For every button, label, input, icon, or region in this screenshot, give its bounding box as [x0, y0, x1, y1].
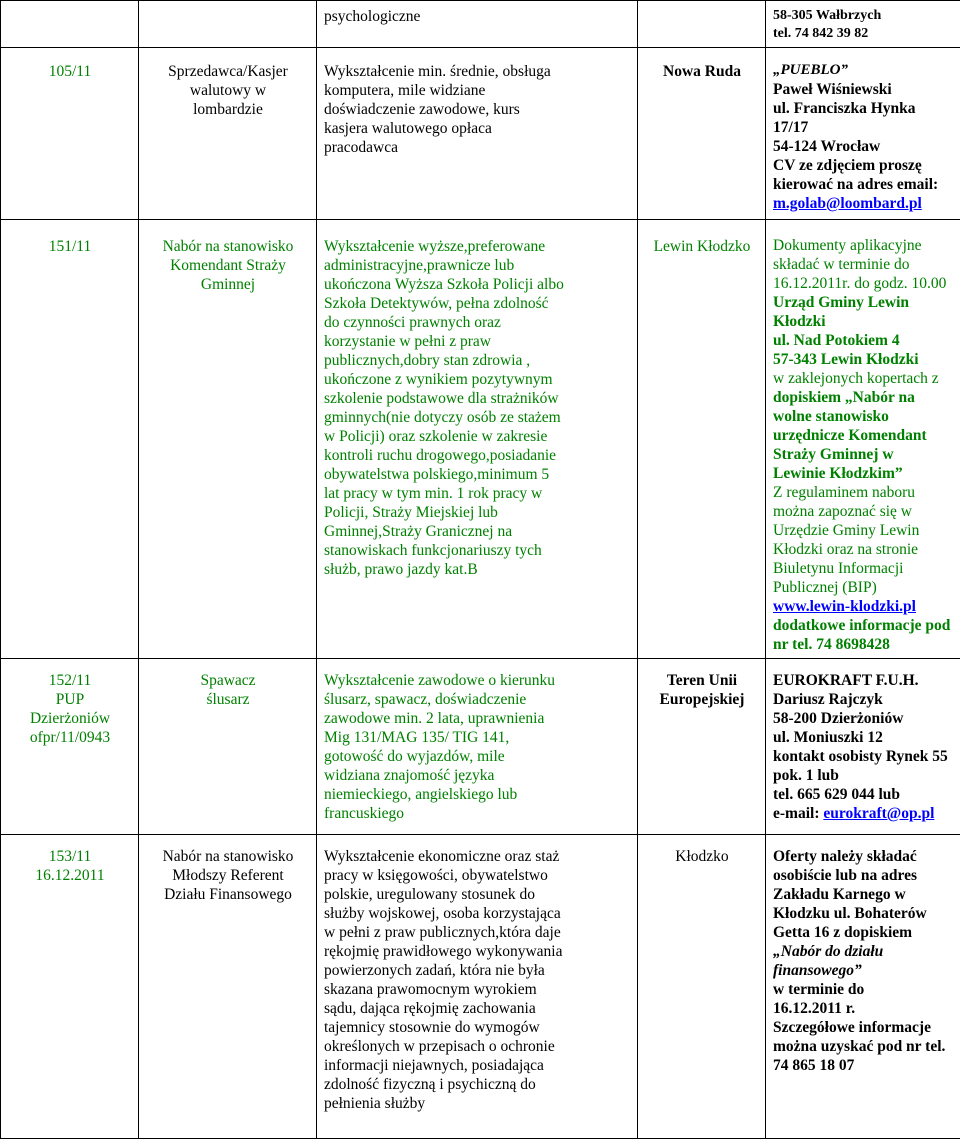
contact-line: 16.12.2011r. do godz. 10.00: [773, 274, 954, 293]
requirements-cell: [317, 220, 638, 659]
location-cell: [638, 48, 766, 220]
contact-line: Urzędzie Gminy Lewin: [773, 521, 954, 540]
position-line: Młodszy Referent: [146, 866, 310, 885]
contact-cell: [766, 1, 960, 48]
location-line: Europejskiej: [645, 690, 759, 709]
contact-line: 58-200 Dzierżoniów: [773, 709, 954, 728]
requirements-line: pracy w księgowości, obywatelstwo: [324, 866, 631, 885]
contact-line: można zapoznać się w: [773, 502, 954, 521]
requirements-line: szkolenie podstawowe dla strażników: [324, 389, 631, 408]
table-row: [1, 835, 960, 1139]
requirements-line: stanowiskach funkcjonariuszy tych: [324, 541, 631, 560]
location-cell: [638, 1, 766, 48]
contact-line: urzędnicze Komendant: [773, 426, 954, 445]
position-line: Komendant Straży: [146, 256, 310, 275]
contact-line: 16.12.2011 r.: [773, 999, 954, 1018]
position-cell: [139, 659, 317, 835]
contact-line: Publicznej (BIP): [773, 578, 954, 597]
requirements-line: Mig 131/MAG 135/ TIG 141,: [324, 728, 631, 747]
requirements-line: korzystanie w pełni z praw: [324, 332, 631, 351]
requirements-line: Policji, Straży Miejskiej lub: [324, 503, 631, 522]
contact-line: Straży Gminnej w: [773, 445, 954, 464]
position-cell: [139, 48, 317, 220]
offer-number: 105/11: [8, 62, 132, 81]
table-row: [1, 48, 960, 220]
requirements-line: rękojmię prawidłowego wykonywania: [324, 942, 631, 961]
position-line: ślusarz: [146, 690, 310, 709]
offer-number-cell: [1, 220, 139, 659]
offer-number-cell: [1, 835, 139, 1139]
contact-line[interactable]: e-mail: eurokraft@op.pl: [773, 804, 954, 823]
requirements-line: tajemnicy stosownie do wymogów: [324, 1018, 631, 1037]
requirements-line: publicznych,dobry stan zdrowia ,: [324, 351, 631, 370]
requirements-line: komputera, mile widziane: [324, 81, 631, 100]
contact-line: osobiście lub na adres: [773, 866, 954, 885]
requirements-cell: [317, 48, 638, 220]
requirements-line: obywatelstwa polskiego,minimum 5: [324, 465, 631, 484]
requirements-line: gminnych(nie dotyczy osób ze stażem: [324, 408, 631, 427]
position-cell: [139, 835, 317, 1139]
requirements-line: kontroli ruchu drogowego,posiadanie: [324, 446, 631, 465]
requirements-line: powierzonych zadań, która nie była: [324, 961, 631, 980]
requirements-line: sądu, dająca rękojmię zachowania: [324, 999, 631, 1018]
offer-number: 153/11: [8, 847, 132, 866]
position-line: Działu Finansowego: [146, 885, 310, 904]
contact-line: „Nabór do działu: [773, 942, 954, 961]
contact-line: można uzyskać pod nr tel.: [773, 1037, 954, 1056]
contact-line: w zaklejonych kopertach z: [773, 369, 954, 388]
offer-number: 152/11: [8, 671, 132, 690]
requirements-line: ślusarz, spawacz, doświadczenie: [324, 690, 631, 709]
requirements-line: francuskiego: [324, 804, 631, 823]
contact-email-link[interactable]: m.golab@loombard.pl: [773, 194, 954, 213]
contact-line: kierować na adres email:: [773, 175, 954, 194]
contact-line: EUROKRAFT F.U.H.: [773, 671, 954, 690]
contact-line: Dokumenty aplikacyjne: [773, 236, 954, 255]
offer-number-cell: [1, 48, 139, 220]
contact-line: 58-305 Wałbrzych: [773, 7, 954, 25]
contact-line: 54-124 Wrocław: [773, 137, 954, 156]
requirements-line: Wykształcenie min. średnie, obsługa: [324, 62, 631, 81]
contact-cell: [766, 835, 960, 1139]
offer-number: PUP: [8, 690, 132, 709]
requirements-cell: [317, 659, 638, 835]
contact-cell: [766, 220, 960, 659]
requirements-line: w Policji) oraz szkolenie w zakresie: [324, 427, 631, 446]
requirements-line: administracyjne,prawnicze lub: [324, 256, 631, 275]
offer-number: 151/11: [8, 237, 132, 256]
location-cell: [638, 659, 766, 835]
requirements-line: skazana prawomocnym wyrokiem: [324, 980, 631, 999]
contact-line: ul. Franciszka Hynka: [773, 99, 954, 118]
requirements-line: zdolność fizyczną i psychiczną do: [324, 1075, 631, 1094]
contact-line: wolne stanowisko: [773, 407, 954, 426]
requirements-line: pełnienia służby: [324, 1094, 631, 1113]
requirements-line: Szkoła Detektywów, pełna zdolność: [324, 294, 631, 313]
contact-line: Kłodzki: [773, 312, 954, 331]
contact-line: Paweł Wiśniewski: [773, 80, 954, 99]
table-row: [1, 659, 960, 835]
requirements-line: lat pracy w tym min. 1 rok pracy w: [324, 484, 631, 503]
contact-line: 17/17: [773, 118, 954, 137]
table-row: [1, 1, 960, 48]
contact-line: Urząd Gminy Lewin: [773, 293, 954, 312]
contact-line: Z regulaminem naboru: [773, 483, 954, 502]
contact-line: pok. 1 lub: [773, 766, 954, 785]
position-line: walutowy w: [146, 81, 310, 100]
location-line: Nowa Ruda: [645, 62, 759, 81]
offer-number-cell: [1, 659, 139, 835]
offer-number: 16.12.2011: [8, 866, 132, 885]
offer-number-cell: [1, 1, 139, 48]
contact-line: tel. 665 629 044 lub: [773, 785, 954, 804]
contact-email-link[interactable]: eurokraft@op.pl: [823, 805, 934, 822]
position-line: Gminnej: [146, 275, 310, 294]
requirements-line: służb, prawo jazdy kat.B: [324, 560, 631, 579]
requirements-cell: [317, 835, 638, 1139]
contact-line: 57-343 Lewin Kłodzki: [773, 350, 954, 369]
requirements-line: do czynności prawnych oraz: [324, 313, 631, 332]
requirements-line: widziana znajomość języka: [324, 766, 631, 785]
requirements-line: służby wojskowej, osoba korzystająca: [324, 904, 631, 923]
requirements-line: gotowość do wyjazdów, mile: [324, 747, 631, 766]
contact-line: Kłodzku ul. Bohaterów: [773, 904, 954, 923]
offer-number: ofpr/11/0943: [8, 728, 132, 747]
requirements-line: Wykształcenie ekonomiczne oraz staż: [324, 847, 631, 866]
position-cell: [139, 220, 317, 659]
requirements-line: zawodowe min. 2 lata, uprawnienia: [324, 709, 631, 728]
contact-line: Zakładu Karnego w: [773, 885, 954, 904]
position-line: Sprzedawca/Kasjer: [146, 62, 310, 81]
requirements-line: w pełni z praw publicznych,która daje: [324, 923, 631, 942]
position-line: Nabór na stanowisko: [146, 847, 310, 866]
contact-website-link[interactable]: www.lewin-klodzki.pl: [773, 597, 954, 616]
requirements-line: określonych w przepisach o ochronie: [324, 1037, 631, 1056]
contact-line: „PUEBLO”: [773, 61, 954, 80]
contact-line: CV ze zdjęciem proszę: [773, 156, 954, 175]
requirements-line: Wykształcenie wyższe,preferowane: [324, 237, 631, 256]
requirements-line: kasjera walutowego opłaca: [324, 119, 631, 138]
requirements-line: informacji niejawnych, posiadająca: [324, 1056, 631, 1075]
contact-line: dopiskiem „Nabór na: [773, 388, 954, 407]
contact-line: dodatkowe informacje pod: [773, 616, 954, 635]
contact-line: ul. Moniuszki 12: [773, 728, 954, 747]
contact-line: tel. 74 842 39 82: [773, 25, 954, 43]
contact-line: kontakt osobisty Rynek 55: [773, 747, 954, 766]
position-line: Spawacz: [146, 671, 310, 690]
position-cell: [139, 1, 317, 48]
contact-line: w terminie do: [773, 980, 954, 999]
requirements-line: polskie, uregulowany stosunek do: [324, 885, 631, 904]
contact-line: ul. Nad Potokiem 4: [773, 331, 954, 350]
contact-line: nr tel. 74 8698428: [773, 635, 954, 654]
requirements-line: niemieckiego, angielskiego lub: [324, 785, 631, 804]
contact-line: Szczegółowe informacje: [773, 1018, 954, 1037]
requirements-cell: [317, 1, 638, 48]
requirements-line: Wykształcenie zawodowe o kierunku: [324, 671, 631, 690]
requirements-line: ukończona Wyższa Szkoła Policji albo: [324, 275, 631, 294]
requirements-line: ukończone z wynikiem pozytywnym: [324, 370, 631, 389]
location-cell: [638, 835, 766, 1139]
contact-cell: [766, 48, 960, 220]
location-line: Lewin Kłodzko: [645, 237, 759, 256]
contact-cell: [766, 659, 960, 835]
requirements-line: pracodawca: [324, 138, 631, 157]
contact-line: Kłodzki oraz na stronie: [773, 540, 954, 559]
position-line: lombardzie: [146, 100, 310, 119]
contact-line: Oferty należy składać: [773, 847, 954, 866]
contact-line: składać w terminie do: [773, 255, 954, 274]
contact-line: 74 865 18 07: [773, 1056, 954, 1075]
location-cell: [638, 220, 766, 659]
contact-line: Biuletynu Informacji: [773, 559, 954, 578]
contact-line: Dariusz Rajczyk: [773, 690, 954, 709]
offer-number: Dzierżoniów: [8, 709, 132, 728]
contact-line: Getta 16 z dopiskiem: [773, 923, 954, 942]
requirements-line: doświadczenie zawodowe, kurs: [324, 100, 631, 119]
contact-line: Lewinie Kłodzkim”: [773, 464, 954, 483]
location-line: Kłodzko: [645, 847, 759, 866]
contact-line: finansowego”: [773, 961, 954, 980]
table-row: [1, 220, 960, 659]
requirements-line: Gminnej,Straży Granicznej na: [324, 522, 631, 541]
requirements-line: psychologiczne: [324, 7, 631, 26]
location-line: Teren Unii: [645, 671, 759, 690]
position-line: Nabór na stanowisko: [146, 237, 310, 256]
